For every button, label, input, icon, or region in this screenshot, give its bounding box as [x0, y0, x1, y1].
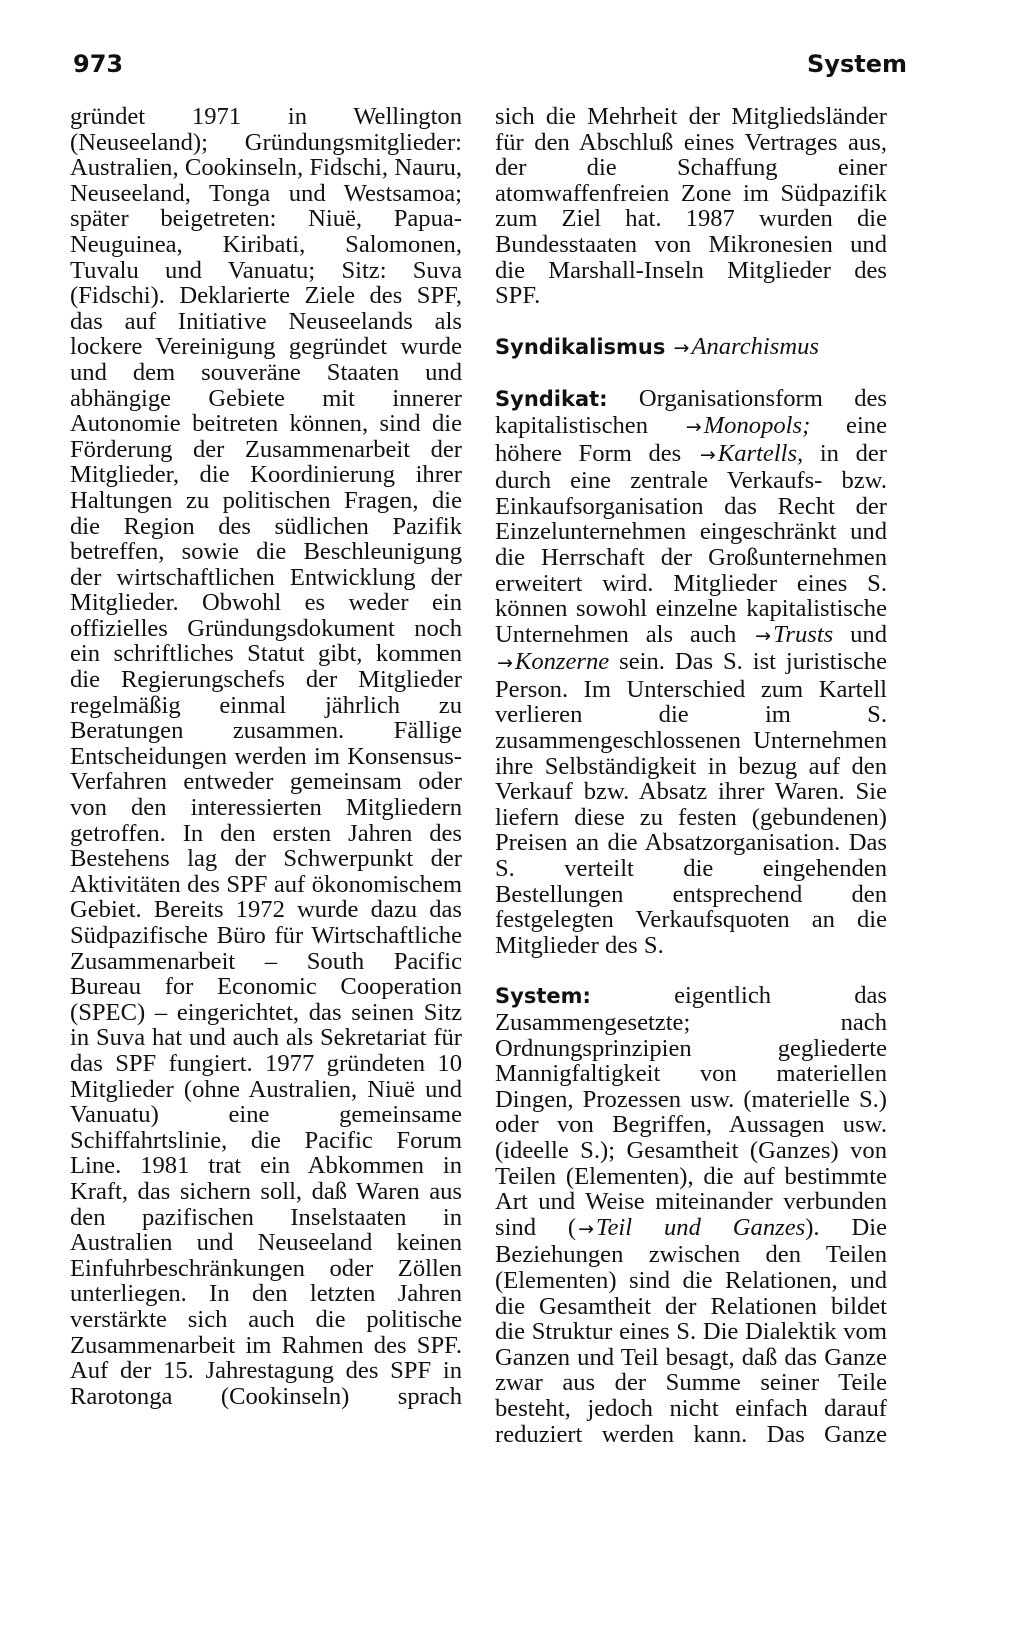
arrow-icon: → — [685, 415, 702, 438]
entry-text: eine höhere Form des — [495, 411, 887, 467]
entry-text: in der durch eine zentrale Verkaufs- bzw. Einkaufsorganisation das Recht der Einzelunternehmen eingeschränkt und die Herrschaft der Großunternehmen erweitert wird. Mitglieder eines S. können sowohl einzelne kapitalistische Unternehmen als auch — [495, 439, 887, 648]
entry-syndikat — [495, 386, 887, 958]
left-column — [70, 104, 462, 1409]
entry-text: eigentlich das Zusammengesetzte; nach Ordnungsprinzipien gegliederte Mannigfaltigkeit von materiellen Dingen, Prozessen usw. (materielle S.) oder von Begriffen, Aussagen usw. (ideelle S.); Gesamtheit (Ganzes) von Teilen (Elementen), die auf bestimmte Art und Weise miteinander verbunden sind ( — [495, 982, 887, 1241]
arrow-icon: → — [578, 1217, 595, 1240]
page-number: 973 — [73, 50, 124, 78]
entry-headword: System: — [495, 984, 591, 1009]
cross-reference-link[interactable]: Anarchismus — [691, 332, 819, 360]
running-head: System — [807, 50, 907, 78]
arrow-icon: → — [755, 624, 772, 647]
spf-continuation-text: sich die Mehrheit der Mitgliedsländer für den Abschluß eines Vertrages aus, der die Schaffung einer atomwaffenfreien Zone im Südpazifik zum Ziel hat. 1987 wurden die Bundesstaaten von Mikronesien und die Marshall-Inseln Mitglieder des SPF. — [495, 103, 887, 310]
cross-reference-link[interactable]: Teil und Ganzes — [596, 1213, 806, 1241]
entry-text: sein. Das S. ist juristische Person. Im Unterschied zum Kartell verlieren die im S. zusammengeschlossenen Unternehmen ihre Selbständigkeit in bezug auf den Verkauf bzw. Absatz ihrer Waren. Sie liefern diese zu festen (gebundenen) Preisen an die Absatzorganisation. Das S. verteilt die eingehenden Bestellungen entsprechend den festgelegten Verkaufsquoten an die Mitglieder des S. — [495, 648, 887, 959]
cross-reference-link[interactable]: Kartells, — [717, 439, 804, 467]
entry-headword: Syndikalismus — [495, 334, 666, 359]
entry-system — [495, 983, 887, 1447]
entry-syndikalismus — [495, 334, 887, 362]
entry-text: Organisationsform des kapitalistischen — [495, 385, 887, 439]
arrow-icon: → — [699, 443, 716, 466]
entry-text: ). Die Beziehungen zwischen den Teilen (Elementen) sind die Relationen, und die Gesamtheit der Relationen bildet die Struktur eines S. Die Dialektik vom Ganzen und Teil besagt, daß das Ganze zwar aus der Summe seiner Teile besteht, jedoch nicht einfach darauf reduziert werden kann. Das Ganze — [495, 1213, 887, 1448]
arrow-icon: → — [673, 336, 690, 359]
right-column — [495, 104, 887, 1447]
entry-headword: Syndikat: — [495, 387, 608, 412]
entry-text: und — [850, 620, 887, 648]
arrow-icon: → — [497, 652, 513, 675]
cross-reference-link[interactable]: Konzerne — [514, 648, 610, 676]
spf-continued-text: gründet 1971 in Wellington (Neuseeland); Gründungsmitglieder: Australien, Cookinseln, Fidschi, Nauru, Neuseeland, Tonga und Westsamoa; später beigetreten: Niuë, Papua-Neuguinea, Kiribati, Salomonen, Tuvalu und Vanuatu; Sitz: Suva (Fidschi). Deklarierte Ziele des SPF, das auf Initiative Neuseelands als lockere Vereinigung gegründet wurde und dem souveräne Staaten und abhängige Gebiete mit innerer Autonomie beitreten können, sind die Förderung der Zusammenarbeit der Mitglieder, die Koordinierung ihrer Haltungen zu politischen Fragen, die die Region des südlichen Pazifik betreffen, sowie die Beschleunigung der wirtschaftlichen Entwicklung der Mitglieder. Obwohl es weder ein offizielles Gründungsdokument noch ein schriftliches Statut gibt, kommen die Regierungschefs der Mitglieder regelmäßig einmal jährlich zu Beratungen zusammen. Fällige Entscheidungen werden im Konsensus-Verfahren entweder gemeinsam oder von den interessierten Mitgliedern getroffen. In den ersten Jahren des Bestehens lag der Schwerpunkt der Aktivitäten des SPF auf ökonomischem Gebiet. Bereits 1972 wurde dazu das Südpazifische Büro für Wirtschaftliche Zusammenarbeit – South Pacific Bureau for Economic Cooperation (SPEC) – eingerichtet, das seinen Sitz in Suva hat und auch als Sekretariat für das SPF fungiert. 1977 gründeten 10 Mitglieder (ohne Australien, Niuë und Vanuatu) eine gemeinsame Schiffahrtslinie, die Pacific Forum Line. 1981 trat ein Abkommen in Kraft, das sichern soll, daß Waren aus den pazifischen Inselstaaten in Australien und Neuseeland keinen Einfuhrbeschränkungen oder Zöllen unterliegen. In den letzten Jahren verstärkte sich auch die politische Zusammenarbeit im Rahmen des SPF. Auf der 15. Jahrestagung des SPF in Rarotonga (Cookinseln) sprach — [70, 103, 462, 1410]
cross-reference-link[interactable]: Trusts — [773, 620, 834, 648]
cross-reference-link[interactable]: Monopols; — [703, 411, 811, 439]
